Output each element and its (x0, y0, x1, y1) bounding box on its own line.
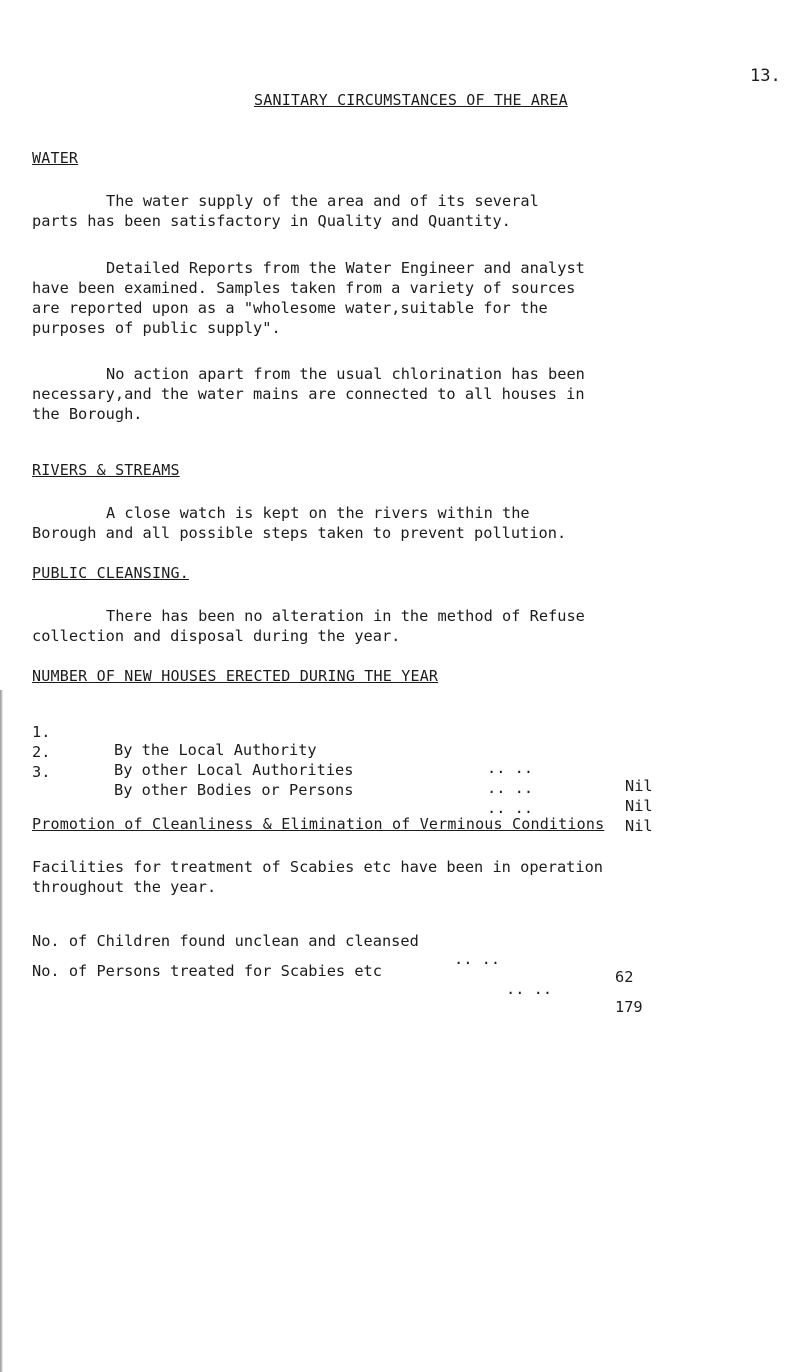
row-number: 3. (32, 763, 51, 781)
row-number: 1. (32, 723, 51, 741)
row-label: By other Local Authorities (114, 761, 354, 779)
row-leader-dots: .. .. (487, 779, 534, 797)
page-title: SANITARY CIRCUMSTANCES OF THE AREA (254, 91, 568, 109)
cleansing-heading: PUBLIC CLEANSING. (32, 564, 189, 582)
houses-heading: NUMBER OF NEW HOUSES ERECTED DURING THE YEAR (32, 667, 439, 685)
row-value: Nil (625, 817, 653, 835)
row-label: No. of Persons treated for Scabies etc (32, 962, 382, 980)
cleanliness-paragraph: Facilities for treatment of Scabies etc have been in operation throughout the year. (32, 858, 603, 896)
row-value: Nil (625, 797, 653, 815)
page-number: 13. (750, 66, 781, 86)
water-heading: WATER (32, 149, 79, 167)
scan-margin-line (0, 690, 3, 1372)
row-leader-dots: .. .. (454, 950, 501, 968)
water-paragraph-2: Detailed Reports from the Water Engineer and analyst have been examined. Samples taken from a variety of sources are reported upon as a "wholesome water,suitable for the purposes of public supply". (32, 259, 585, 337)
row-leader-dots: .. .. (487, 799, 534, 817)
row-leader-dots: .. .. (487, 759, 534, 777)
water-paragraph-3: No action apart from the usual chlorination has been necessary,and the water mains are connected to all houses in the Borough. (32, 365, 585, 423)
row-value: 62 (615, 968, 634, 986)
cleansing-paragraph: There has been no alteration in the method of Refuse collection and disposal during the year. (32, 607, 585, 645)
row-label: By other Bodies or Persons (114, 781, 354, 799)
rivers-heading: RIVERS & STREAMS (32, 461, 180, 479)
row-label: No. of Children found unclean and cleansed (32, 932, 419, 950)
row-leader-dots: .. .. (506, 980, 553, 998)
water-paragraph-1: The water supply of the area and of its several parts has been satisfactory in Quality and Quantity. (32, 192, 539, 230)
row-value: Nil (625, 777, 653, 795)
row-number: 2. (32, 743, 51, 761)
rivers-paragraph: A close watch is kept on the rivers within the Borough and all possible steps taken to prevent pollution. (32, 504, 567, 542)
row-label: By the Local Authority (114, 741, 317, 759)
cleanliness-heading: Promotion of Cleanliness & Elimination of Verminous Conditions (32, 815, 605, 833)
row-value: 179 (615, 998, 643, 1016)
